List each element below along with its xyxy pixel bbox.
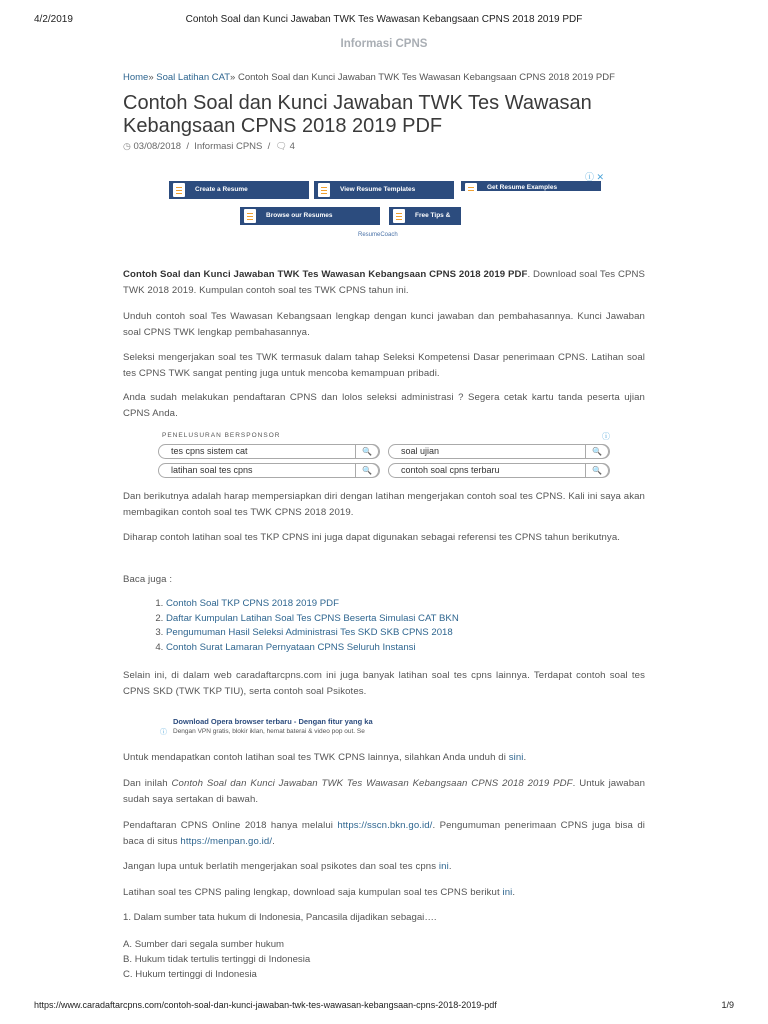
document-icon <box>244 209 256 223</box>
document-icon <box>318 183 330 197</box>
paragraph: Jangan lupa untuk berlatih mengerjakan soal psikotes dan soal tes cpns ini. <box>123 861 452 872</box>
ad-choices-icon[interactable]: ⓘ <box>160 729 167 736</box>
meta-sep: / <box>186 141 189 152</box>
sponsored-search-link[interactable]: contoh soal cpns terbaru 🔍 <box>388 463 610 478</box>
paragraph: Pendaftaran CPNS Online 2018 hanya melalui https://sscn.bkn.go.id/. Pengumuman penerimaan CPNS juga bisa di baca di situs https://menpan.go.id/. <box>123 820 645 847</box>
answer-option: A. Sumber dari segala sumber hukum <box>123 939 285 950</box>
kumpulan-soal-link[interactable]: ini <box>502 887 513 898</box>
ad-view-templates-button[interactable]: View Resume Templates <box>314 181 454 199</box>
ad-choices-icon[interactable]: ⓘ ✕ <box>584 172 604 182</box>
post-meta <box>123 141 295 152</box>
ad-tips-button[interactable]: Free Tips & <box>389 207 461 225</box>
question-1: 1. Dalam sumber tata hukum di Indonesia, Pancasila dijadikan sebagai…. <box>123 912 437 923</box>
sponsored-search-link[interactable]: soal ujian 🔍 <box>388 444 610 459</box>
ad-headline[interactable]: Download Opera browser terbaru - Dengan fitur yang ka <box>173 717 373 726</box>
info-icon[interactable]: ⓘ <box>602 432 610 441</box>
sscn-link[interactable]: https://sscn.bkn.go.id/ <box>337 820 433 831</box>
breadcrumb-current: Contoh Soal dan Kunci Jawaban TWK Tes Wawasan Kebangsaan CPNS 2018 2019 PDF <box>237 72 615 83</box>
page-title: Contoh Soal dan Kunci Jawaban TWK Tes Wawasan Kebangsaan CPNS 2018 2019 PDF <box>123 92 592 137</box>
ad-browse-button[interactable]: Browse our Resumes <box>240 207 380 225</box>
answer-option: B. Hukum tidak tertulis tertinggi di Indonesia <box>123 954 311 965</box>
print-date: 4/2/2019 <box>34 14 73 25</box>
breadcrumb-category[interactable]: Soal Latihan CAT <box>156 72 231 83</box>
document-icon <box>173 183 185 197</box>
related-post-link[interactable]: Daftar Kumpulan Latihan Soal Tes CPNS Beserta Simulasi CAT BKN <box>166 612 459 624</box>
ad-examples-button[interactable]: Get Resume Examples <box>461 181 601 191</box>
page-number: 1/9 <box>721 1000 734 1010</box>
breadcrumb-home[interactable]: Home <box>123 72 149 83</box>
paragraph: Untuk mendapatkan contoh latihan soal tes TWK CPNS lainnya, silahkan Anda unduh di sini. <box>123 752 527 763</box>
print-header <box>34 14 734 28</box>
post-category[interactable]: Informasi CPNS <box>194 141 263 152</box>
answer-option: C. Hukum tertinggi di Indonesia <box>123 969 257 980</box>
list-item <box>166 597 459 612</box>
paragraph: Dan inilah Contoh Soal dan Kunci Jawaban TWK Tes Wawasan Kebangsaan CPNS 2018 2019 PDF. Untuk jawaban sudah saya sertakan di bawah. <box>123 778 646 805</box>
sponsored-search <box>158 431 610 481</box>
comment-count[interactable]: 4 <box>289 141 295 152</box>
clock-icon: ◷ <box>123 141 131 151</box>
related-post-link[interactable]: Contoh Soal TKP CPNS 2018 2019 PDF <box>166 598 339 609</box>
download-link[interactable]: sini <box>508 752 524 763</box>
paragraph: Dan berikutnya adalah harap mempersiapkan diri dengan latihan mengerjakan contoh soal tes CPNS. Kali ini saya akan membagikan contoh soal tes TWK CPNS 2018 2019. <box>123 491 645 518</box>
document-icon <box>465 183 477 191</box>
paragraph: Diharap contoh latihan soal tes TKP CPNS ini juga dapat digunakan sebagai referensi tes CPNS tahun berikutnya. <box>123 532 621 543</box>
psikotes-link[interactable]: ini <box>438 861 449 872</box>
list-item <box>166 626 459 641</box>
comment-icon: 🗨 <box>275 141 287 151</box>
post-date: 03/08/2018 <box>133 141 182 152</box>
site-name[interactable]: Informasi CPNS <box>340 38 428 50</box>
ad-brand: ResumeCoach <box>358 232 398 238</box>
page-url: https://www.caradaftarcpns.com/contoh-soal-dan-kunci-jawaban-twk-tes-wawasan-kebangsaan-cpns-2018-2019-pdf <box>34 1000 497 1010</box>
breadcrumb-sep: » <box>148 72 154 83</box>
related-post-link[interactable]: Contoh Surat Lamaran Pernyataan CPNS Seluruh Instansi <box>166 642 416 654</box>
paragraph: Anda sudah melakukan pendaftaran CPNS dan lolos seleksi administrasi ? Segera cetak kartu tanda peserta ujian CPNS Anda. <box>123 392 645 419</box>
ad-create-resume-button[interactable]: Create a Resume <box>169 181 309 199</box>
related-posts-list <box>141 597 459 656</box>
list-item <box>166 612 459 627</box>
breadcrumb <box>123 72 615 83</box>
baca-juga-label: Baca juga : <box>123 574 173 585</box>
sponsored-search-link[interactable]: tes cpns sistem cat 🔍 <box>158 444 380 459</box>
opera-ad[interactable] <box>160 715 420 741</box>
related-post-link[interactable]: Pengumuman Hasil Seleksi Administrasi Tes SKD SKB CPNS 2018 <box>166 627 453 639</box>
search-icon[interactable]: 🔍 <box>585 444 609 459</box>
search-icon[interactable]: 🔍 <box>355 463 379 478</box>
intro-paragraph: Contoh Soal dan Kunci Jawaban TWK Tes Wawasan Kebangsaan CPNS 2018 2019 PDF. Download soal Tes CPNS TWK 2018 2019. Kumpulan contoh soal tes TWK CPNS tahun ini. <box>123 269 645 296</box>
sponsored-label: PENELUSURAN BERSPONSOR <box>162 432 281 439</box>
paragraph: Seleksi mengerjakan soal tes TWK termasuk dalam tahap Seleksi Kompetensi Dasar penerimaan CPNS. Latihan soal tes CPNS TWK sangat penting juga untuk mencoba kemampuan pribadi. <box>123 352 645 379</box>
document-icon <box>393 209 405 223</box>
sponsored-search-link[interactable]: latihan soal tes cpns 🔍 <box>158 463 380 478</box>
paragraph: Latihan soal tes CPNS paling lengkap, download saja kumpulan soal tes CPNS berikut ini. <box>123 887 516 898</box>
list-item <box>166 641 459 656</box>
breadcrumb-sep: » <box>230 72 236 83</box>
resume-ad[interactable] <box>158 170 610 242</box>
print-footer <box>34 1000 734 1012</box>
search-icon[interactable]: 🔍 <box>585 463 609 478</box>
menpan-link[interactable]: https://menpan.go.id/ <box>180 836 273 847</box>
search-icon[interactable]: 🔍 <box>355 444 379 459</box>
paragraph: Selain ini, di dalam web caradaftarcpns.com ini juga banyak latihan soal tes cpns lainnya. Terdapat contoh soal tes CPNS SKD (TWK TKP TIU), serta contoh soal Psikotes. <box>123 670 645 697</box>
paragraph: Unduh contoh soal Tes Wawasan Kebangsaan lengkap dengan kunci jawaban dan pembahasannya. Kunci Jawaban soal CPNS TWK lengkap pembahasannya. <box>123 311 645 338</box>
ad-description: Dengan VPN gratis, blokir iklan, hemat baterai & video pop out. Se <box>173 728 365 735</box>
print-title: Contoh Soal dan Kunci Jawaban TWK Tes Wawasan Kebangsaan CPNS 2018 2019 PDF <box>185 14 583 25</box>
meta-sep: / <box>267 141 271 152</box>
